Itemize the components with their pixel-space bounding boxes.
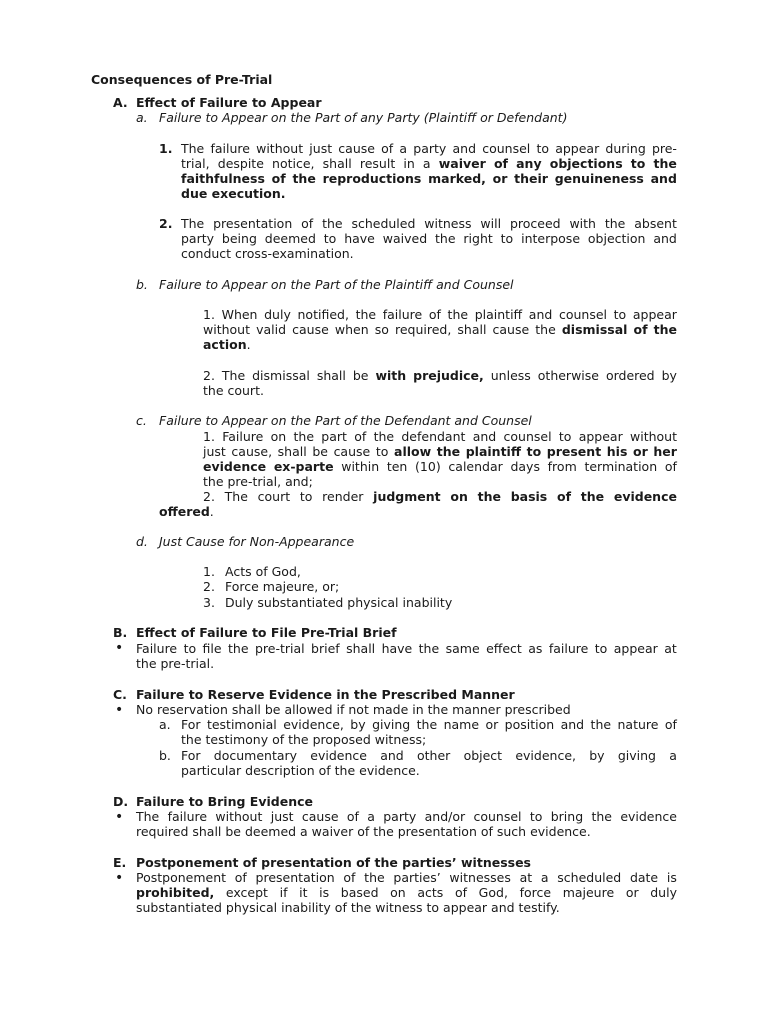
- d-item-1-text: Acts of God,: [225, 564, 301, 579]
- section-e-bullet: •: [115, 870, 124, 886]
- subsection-a-marker: a.: [136, 110, 148, 125]
- section-a-letter: A.: [113, 95, 128, 110]
- c-sub-a-marker: a.: [159, 717, 171, 732]
- subsection-b-marker: b.: [136, 277, 148, 292]
- section-b-bullet: •: [115, 640, 124, 656]
- document-title: Consequences of Pre-Trial: [91, 72, 273, 87]
- section-d-heading: Failure to Bring Evidence: [136, 794, 313, 809]
- b-item-2-text: 2. The dismissal shall be with prejudice, unless otherwise ordered by the court.: [203, 368, 677, 398]
- section-e-heading: Postponement of presentation of the parties’ witnesses: [136, 855, 531, 870]
- section-b-letter: B.: [113, 625, 128, 640]
- section-e-text: Postponement of presentation of the parties’ witnesses at a scheduled date is prohibited, except if it is based on acts of God, force majeure or duly substantiated physical inability of the witness to appear and testify.: [136, 870, 677, 915]
- section-c-bullet: •: [115, 702, 124, 718]
- section-c-heading: Failure to Reserve Evidence in the Prescribed Manner: [136, 687, 515, 702]
- b-item-1-text: 1. When duly notified, the failure of the plaintiff and counsel to appear without valid cause when so required, shall cause the dismissal of the action .: [203, 307, 677, 352]
- section-d-letter: D.: [113, 794, 129, 809]
- section-c-letter: C.: [113, 687, 127, 702]
- a-item-1-marker: 1.: [159, 141, 173, 156]
- d-item-2-marker: 2.: [203, 579, 215, 594]
- subsection-d-heading: Just Cause for Non-Appearance: [159, 534, 355, 549]
- subsection-b-heading: Failure to Appear on the Part of the Plaintiff and Counsel: [159, 277, 514, 292]
- section-e-letter: E.: [113, 855, 127, 870]
- subsection-c-marker: c.: [136, 413, 147, 428]
- d-item-2-text: Force majeure, or;: [225, 579, 340, 594]
- subsection-c-heading: Failure to Appear on the Part of the Defendant and Counsel: [159, 413, 532, 428]
- subsection-a-heading: Failure to Appear on the Part of any Party (Plaintiff or Defendant): [159, 110, 568, 125]
- subsection-d-marker: d.: [136, 534, 148, 549]
- section-d-text: The failure without just cause of a party and/or counsel to bring the evidence required shall be deemed a waiver of the presentation of such evidence.: [136, 809, 677, 839]
- d-item-1-marker: 1.: [203, 564, 215, 579]
- section-c-text: No reservation shall be allowed if not made in the manner prescribed: [136, 702, 571, 717]
- c-sub-b-text: For documentary evidence and other object evidence, by giving a particular description of the evidence.: [181, 748, 677, 778]
- section-b-text: Failure to file the pre-trial brief shall have the same effect as failure to appear at the pre-trial.: [136, 641, 677, 671]
- c-sub-b-marker: b.: [159, 748, 171, 763]
- a-item-2-text: The presentation of the scheduled witness will proceed with the absent party being deemed to have waived the right to interpose objection and conduct cross-examination.: [181, 216, 677, 261]
- d-item-3-text: Duly substantiated physical inability: [225, 595, 453, 610]
- c-item-1-text: 1. Failure on the part of the defendant and counsel to appear without just cause, shall be cause to allow the plaintiff to present his or her evidence ex-parte within ten (10) calendar days from termination of the pre-trial, and;: [203, 429, 677, 489]
- a-item-1-text: The failure without just cause of a party and counsel to appear during pre- trial, despite notice, shall result in a waiver of any objections to the faithfulness of the reproductions marked, or their genuineness and due execution.: [181, 141, 677, 201]
- c-sub-a-text: For testimonial evidence, by giving the name or position and the nature of the testimony of the proposed witness;: [181, 717, 677, 747]
- section-d-bullet: •: [115, 809, 124, 825]
- d-item-3-marker: 3.: [203, 595, 215, 610]
- a-item-2-marker: 2.: [159, 216, 173, 231]
- section-b-heading: Effect of Failure to File Pre-Trial Brief: [136, 625, 397, 640]
- section-a-heading: Effect of Failure to Appear: [136, 95, 322, 110]
- c-item-2-text: 2. The court to render judgment on the basis of the evidence offered .: [159, 489, 677, 519]
